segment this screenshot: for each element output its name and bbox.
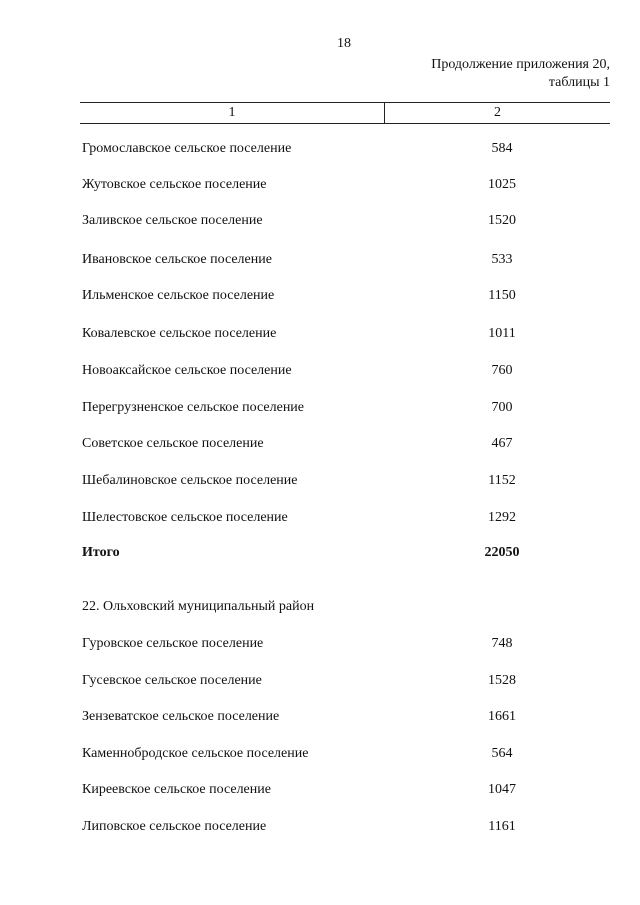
table-row [82, 324, 582, 344]
table-row [82, 671, 582, 691]
continuation-line-2: таблицы 1 [548, 75, 610, 90]
page-number: 18 [337, 36, 351, 51]
settlement-value: 1047 [488, 782, 516, 797]
settlement-value: 760 [491, 363, 513, 378]
settlement-value: 467 [491, 436, 513, 451]
settlement-name: Жутовское сельское поселение [82, 177, 267, 192]
settlement-name: Ивановское сельское поселение [82, 252, 272, 267]
table-row [82, 634, 582, 654]
table-row [82, 817, 582, 837]
settlement-name: Ковалевское сельское поселение [82, 326, 277, 341]
settlement-value: 700 [491, 400, 513, 415]
settlement-value: 533 [491, 252, 513, 267]
settlement-name: Заливское сельское поселение [82, 213, 263, 228]
settlement-value: 1025 [488, 177, 516, 192]
table-row [82, 471, 582, 491]
settlement-value: 1528 [488, 673, 516, 688]
table-header [80, 102, 610, 124]
table-row [82, 286, 582, 306]
table-header-col-1: 1 [80, 103, 385, 123]
settlement-value: 1161 [488, 819, 516, 834]
settlement-name: Киреевское сельское поселение [82, 782, 271, 797]
settlement-name: Шелестовское сельское поселение [82, 510, 288, 525]
total-value: 22050 [484, 545, 520, 560]
settlement-name: Шебалиновское сельское поселение [82, 473, 298, 488]
settlement-value: 748 [491, 636, 513, 651]
settlement-name: Липовское сельское поселение [82, 819, 267, 834]
settlement-name: Каменнобродское сельское поселение [82, 746, 309, 761]
settlement-name: Громославское сельское поселение [82, 141, 292, 156]
table-row [82, 361, 582, 381]
settlement-name: Гусевское сельское поселение [82, 673, 262, 688]
settlement-name: Перегрузненское сельское поселение [82, 400, 305, 415]
table-row [82, 139, 582, 159]
settlement-name: Новоаксайское сельское поселение [82, 363, 292, 378]
settlement-value: 1011 [488, 326, 516, 341]
settlement-name: Советское сельское поселение [82, 436, 264, 451]
table-row [82, 508, 582, 528]
settlement-name: Зензеватское сельское поселение [82, 709, 280, 724]
section-title: 22. Ольховский муниципальный район [82, 599, 315, 614]
table-row [82, 434, 582, 454]
continuation-note [431, 56, 610, 92]
settlement-value: 584 [491, 141, 513, 156]
settlement-value: 1152 [488, 473, 516, 488]
table-row [82, 175, 582, 195]
settlement-value: 564 [491, 746, 513, 761]
settlement-value: 1520 [488, 213, 516, 228]
table-row [82, 744, 582, 764]
total-row [82, 543, 582, 563]
settlement-value: 1292 [488, 510, 516, 525]
table-header-col-2: 2 [494, 105, 501, 120]
table-row [82, 250, 582, 270]
continuation-line-1: Продолжение приложения 20, [431, 57, 610, 72]
settlement-value: 1150 [488, 288, 516, 303]
table-row [82, 780, 582, 800]
table-row [82, 707, 582, 727]
total-label: Итого [82, 545, 120, 560]
settlement-name: Ильменское сельское поселение [82, 288, 275, 303]
settlement-name: Гуровское сельское поселение [82, 636, 264, 651]
settlement-value: 1661 [488, 709, 516, 724]
table-row [82, 211, 582, 231]
table-row [82, 398, 582, 418]
